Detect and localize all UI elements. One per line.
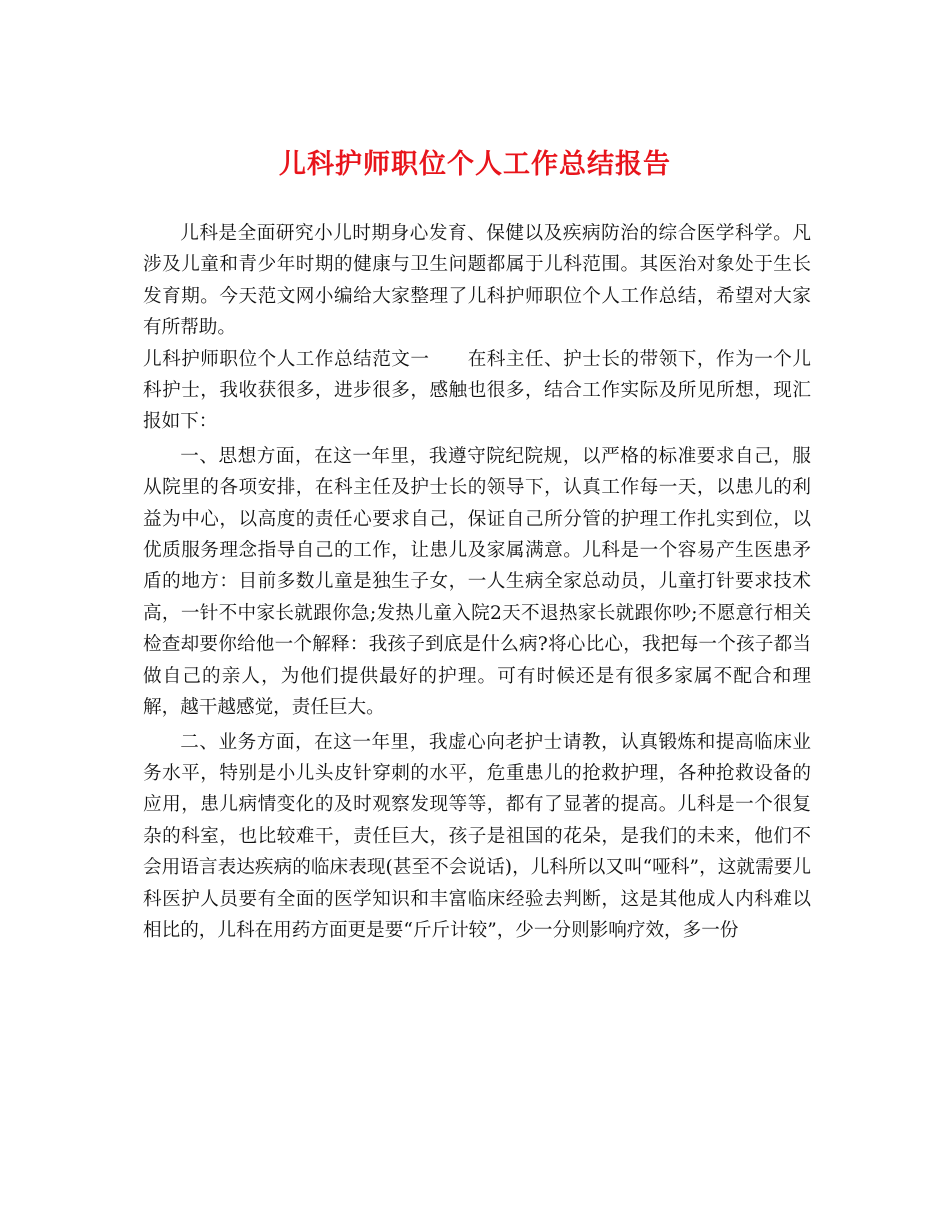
thought-paragraph: 一、思想方面，在这一年里，我遵守院纪院规，以严格的标准要求自己，服从院里的各项安排，在科主任及护士长的领导下，认真工作每一天，以患儿的利益为中心，以高度的责任心要求自己，保证自己所分管的护理工作扎实到位，以优质服务理念指导自己的工作，让患儿及家属满意。儿科是一个容易产生医患矛盾的地方：目前多数儿童是独生子女，一人生病全家总动员，儿童打针要求技术高，一针不中家长就跟你急;发热儿童入院2天不退热家长就跟你吵;不愿意行相关检查却要你给他一个解释：我孩子到底是什么病?将心比心，我把每一个孩子都当做自己的亲人，为他们提供最好的护理。可有时候还是有很多家属不配合和理解，越干越感觉，责任巨大。 <box>143 445 811 719</box>
sample-heading-paragraph: 儿科护师职位个人工作总结范文一 在科主任、护士长的带领下，作为一个儿科护士，我收获很多，进步很多，感触也很多，结合工作实际及所见所想，现汇报如下： <box>143 348 811 433</box>
business-paragraph: 二、业务方面，在这一年里，我虚心向老护士请教，认真锻炼和提高临床业务水平，特别是小儿头皮针穿刺的水平，危重患儿的抢救护理，各种抢救设备的应用，患儿病情变化的及时观察发现等等，都有了显著的提高。儿科是一个很复杂的科室，也比较难干，责任巨大，孩子是祖国的花朵，是我们的未来，他们不会用语言表达疾病的临床表现(甚至不会说话)，儿科所以又叫“哑科”，这就需要儿科医护人员要有全面的医学知识和丰富临床经验去判断，这是其他成人内科难以相比的，儿科在用药方面更是要“斤斤计较”，少一分则影响疗效，多一份 <box>143 731 811 941</box>
document-body <box>143 218 811 946</box>
intro-paragraph: 儿科是全面研究小儿时期身心发育、保健以及疾病防治的综合医学科学。凡涉及儿童和青少年时期的健康与卫生问题都属于儿科范围。其医治对象处于生长发育期。今天范文网小编给大家整理了儿科护师职位个人工作总结，希望对大家有所帮助。 <box>143 223 811 339</box>
document-title: 儿科护师职位个人工作总结报告 <box>279 149 671 180</box>
